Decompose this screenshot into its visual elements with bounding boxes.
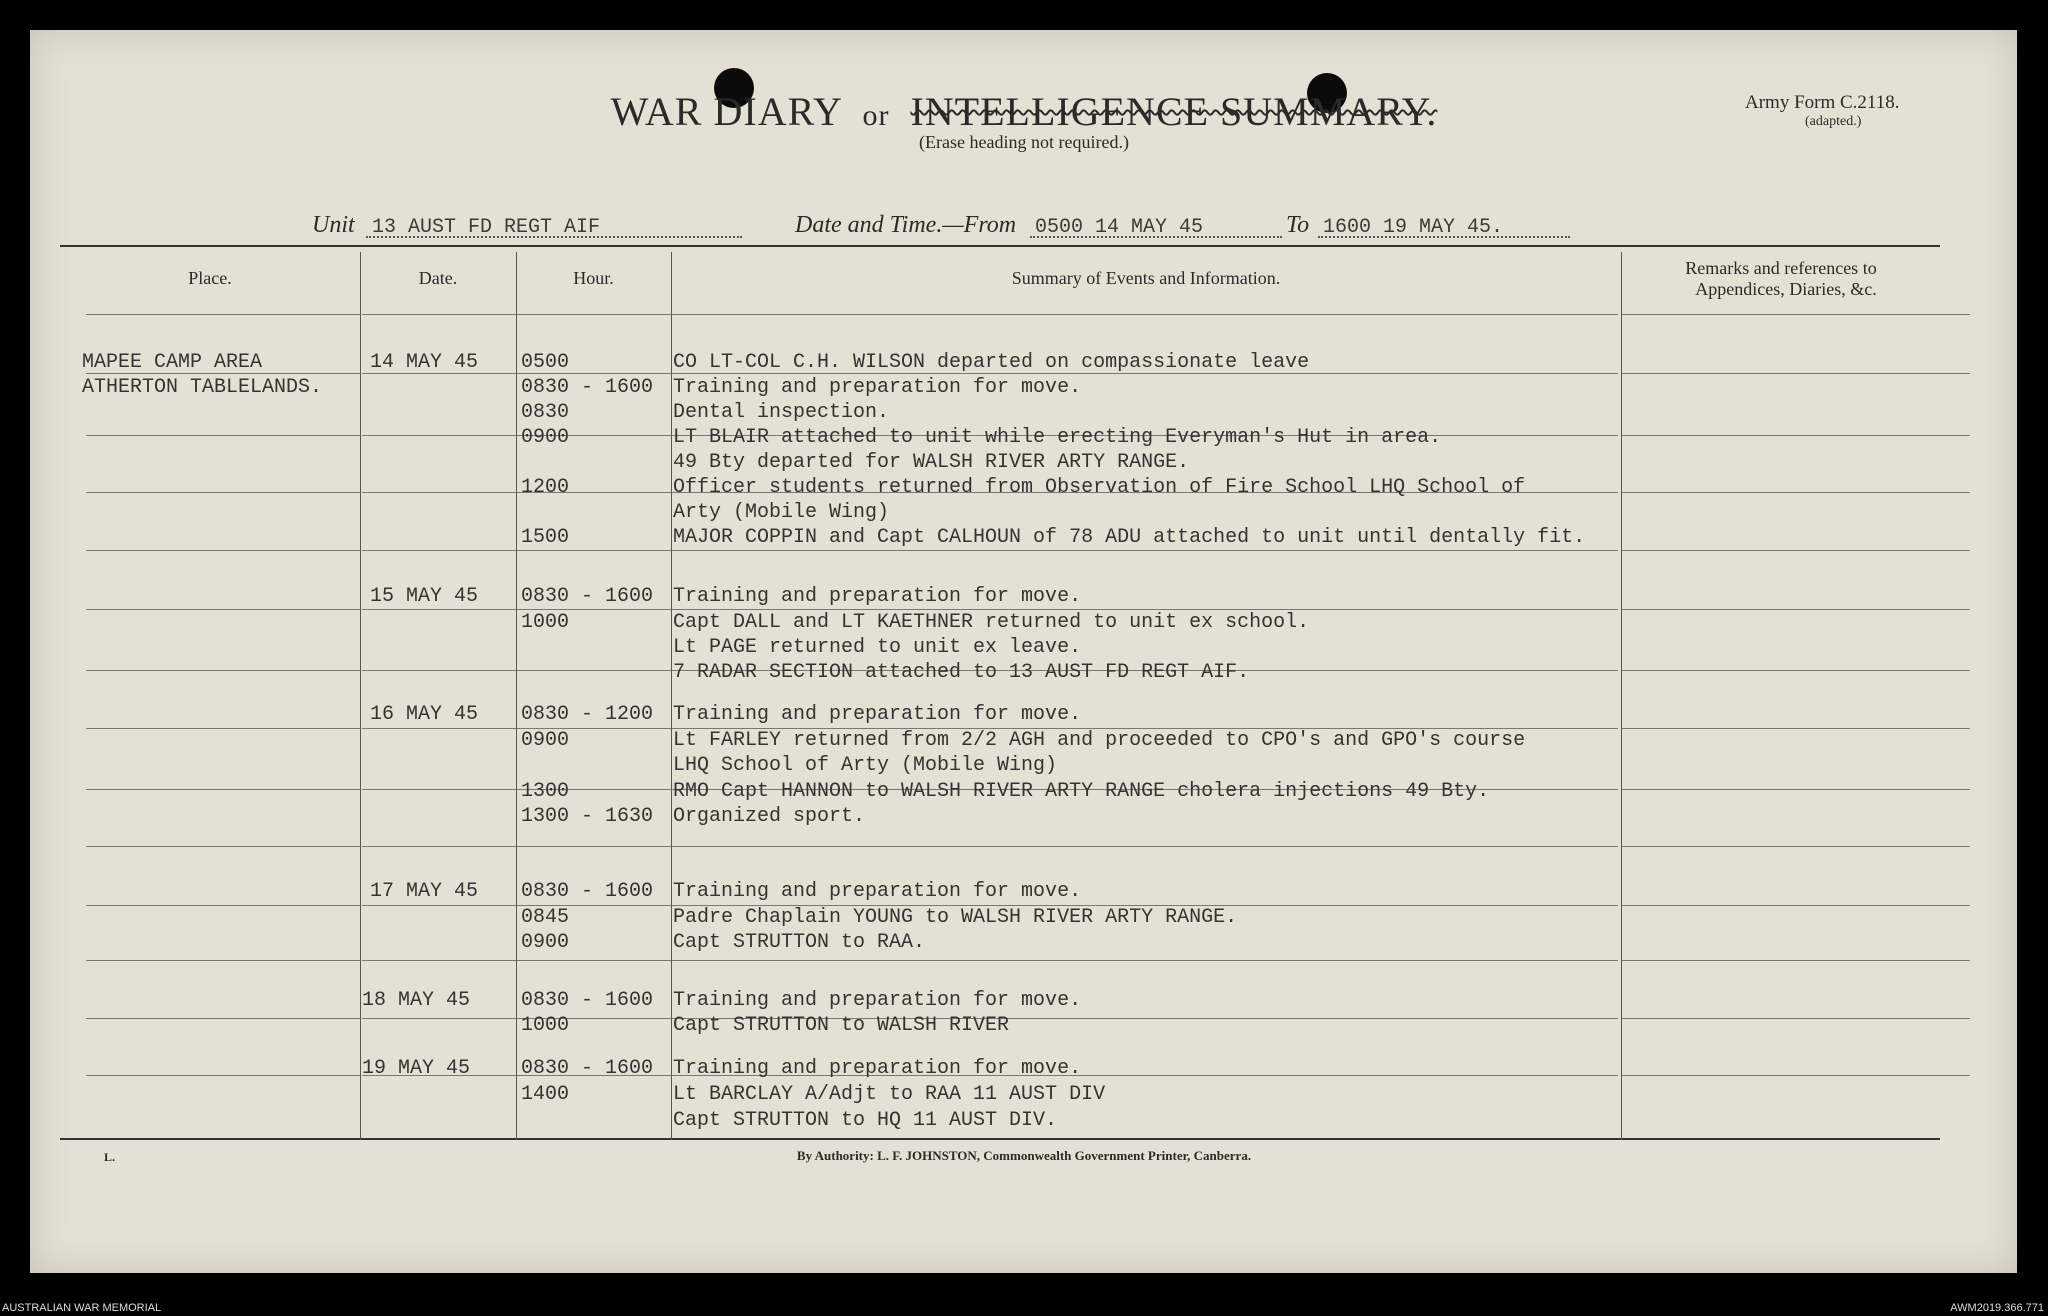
col-header-date: Date. xyxy=(418,268,458,288)
entry-text: LT BLAIR attached to unit while erecting Everyman's Hut in area. xyxy=(673,426,1442,449)
col-header-place: Place. xyxy=(188,268,232,288)
from-dotted-line xyxy=(1030,236,1282,238)
row-rule-line xyxy=(362,670,516,671)
entry-hour: 0845 xyxy=(521,906,570,929)
entry-text: Training and preparation for move. xyxy=(673,585,1082,608)
entry-text: Capt DALL and LT KAETHNER returned to unit ex school. xyxy=(673,611,1310,634)
row-rule-line xyxy=(362,609,516,610)
row-rule-line xyxy=(362,789,516,790)
entry-text: Training and preparation for move. xyxy=(673,703,1082,726)
entry-text: 7 RADAR SECTION attached to 13 AUST FD REGT AIF. xyxy=(673,661,1250,684)
entry-text: Capt STRUTTON to HQ 11 AUST DIV. xyxy=(673,1109,1058,1132)
title-main: WAR DIARY xyxy=(610,89,842,134)
entry-hour: 0900 xyxy=(521,426,570,449)
row-rule-line xyxy=(86,846,360,847)
row-rule-line xyxy=(672,960,1618,961)
entry-hour: 1000 xyxy=(521,1014,570,1037)
row-rule-line xyxy=(1622,609,1970,610)
title-struck: INTELLIGENCE SUMMARY. xyxy=(910,89,1438,134)
entry-text: Training and preparation for move. xyxy=(673,880,1082,903)
divider-place-date xyxy=(360,252,361,1140)
entry-text: Lt FARLEY returned from 2/2 AGH and proceeded to CPO's and GPO's course xyxy=(673,729,1526,752)
row-rule-line xyxy=(362,960,516,961)
row-rule-line xyxy=(672,550,1618,551)
entry-text: Dental inspection. xyxy=(673,401,890,424)
row-rule-line xyxy=(86,609,360,610)
entry-hour: 0830 - 1600 xyxy=(521,989,654,1012)
credit-left: AUSTRALIAN WAR MEMORIAL xyxy=(2,1302,162,1314)
row-rule-line xyxy=(1622,728,1970,729)
entry-hour: 1400 xyxy=(521,1083,570,1106)
row-rule-line xyxy=(362,1018,516,1019)
row-rule-line xyxy=(1622,550,1970,551)
entry-text: CO LT-COL C.H. WILSON departed on compassionate leave xyxy=(673,351,1310,374)
to-dotted-line xyxy=(1318,236,1570,238)
row-rule-line xyxy=(362,435,516,436)
row-rule-line xyxy=(1622,314,1970,315)
row-rule-line xyxy=(86,492,360,493)
entry-text: 49 Bty departed for WALSH RIVER ARTY RANGE. xyxy=(673,451,1190,474)
form-subtitle: (Erase heading not required.) xyxy=(919,132,1129,152)
entry-hour: 1000 xyxy=(521,611,570,634)
credit-right: AWM2019.366.771 xyxy=(1950,1302,2044,1314)
row-rule-line xyxy=(1622,846,1970,847)
entry-text: Lt PAGE returned to unit ex leave. xyxy=(673,636,1082,659)
entry-text: Training and preparation for move. xyxy=(673,376,1082,399)
entry-hour: 1300 xyxy=(521,780,570,803)
date-label: Date and Time.—From xyxy=(795,212,1017,238)
row-rule-line xyxy=(1622,1018,1970,1019)
adapted-note: (adapted.) xyxy=(1805,114,1862,129)
entry-date: 16 MAY 45 xyxy=(370,703,479,726)
entry-place: ATHERTON TABLELANDS. xyxy=(82,376,323,399)
row-rule-line xyxy=(1622,1075,1970,1076)
to-label: To xyxy=(1286,212,1310,238)
col-header-remarks-2: Appendices, Diaries, &c. xyxy=(1695,279,1877,299)
entry-text: Capt STRUTTON to WALSH RIVER xyxy=(673,1014,1010,1037)
row-rule-line xyxy=(517,670,671,671)
row-rule-line xyxy=(672,314,1618,315)
top-rule xyxy=(60,245,1940,247)
entry-text: Padre Chaplain YOUNG to WALSH RIVER ARTY RANGE. xyxy=(673,906,1238,929)
row-rule-line xyxy=(362,314,516,315)
bottom-rule xyxy=(60,1138,1940,1140)
entry-hour: 0900 xyxy=(521,931,570,954)
row-rule-line xyxy=(1622,905,1970,906)
row-rule-line xyxy=(86,728,360,729)
unit-dotted-line xyxy=(366,236,742,238)
entry-text: LHQ School of Arty (Mobile Wing) xyxy=(673,754,1058,777)
row-rule-line xyxy=(362,728,516,729)
divider-summary-remarks xyxy=(1621,252,1622,1140)
entry-text: Officer students returned from Observation of Fire School LHQ School of xyxy=(673,476,1526,499)
row-rule-line xyxy=(1622,373,1970,374)
entry-hour: 1300 - 1630 xyxy=(521,805,654,828)
row-rule-line xyxy=(86,905,360,906)
entry-text: Organized sport. xyxy=(673,805,866,828)
entry-hour: 0830 - 1200 xyxy=(521,703,654,726)
entry-text: Training and preparation for move. xyxy=(673,989,1082,1012)
row-rule-line xyxy=(672,609,1618,610)
entry-date: 18 MAY 45 xyxy=(362,989,471,1012)
row-rule-line xyxy=(1622,789,1970,790)
unit-label: Unit xyxy=(312,212,355,238)
entry-text: Arty (Mobile Wing) xyxy=(673,501,890,524)
row-rule-line xyxy=(86,789,360,790)
row-rule-line xyxy=(86,550,360,551)
row-rule-line xyxy=(1622,435,1970,436)
row-rule-line xyxy=(517,550,671,551)
row-rule-line xyxy=(86,1018,360,1019)
row-rule-line xyxy=(362,492,516,493)
entry-date: 19 MAY 45 xyxy=(362,1057,471,1080)
unit-value: 13 AUST FD REGT AIF xyxy=(372,216,601,239)
from-value: 0500 14 MAY 45 xyxy=(1035,216,1204,239)
row-rule-line xyxy=(86,1075,360,1076)
entry-text: RMO Capt HANNON to WALSH RIVER ARTY RANGE cholera injections 49 Bty. xyxy=(673,780,1490,803)
entry-hour: 0830 - 1600 xyxy=(521,585,654,608)
entry-hour: 1500 xyxy=(521,526,570,549)
entry-hour: 0830 - 1600 xyxy=(521,880,654,903)
entry-text: Lt BARCLAY A/Adjt to RAA 11 AUST DIV xyxy=(673,1083,1106,1106)
row-rule-line xyxy=(86,435,360,436)
row-rule-line xyxy=(1622,670,1970,671)
entry-hour: 1200 xyxy=(521,476,570,499)
footer-mark: L. xyxy=(104,1150,116,1164)
row-rule-line xyxy=(362,905,516,906)
entry-date: 15 MAY 45 xyxy=(370,585,479,608)
row-rule-line xyxy=(86,670,360,671)
entry-hour: 0830 - 1600 xyxy=(521,1057,654,1080)
row-rule-line xyxy=(86,314,360,315)
entry-hour: 0500 xyxy=(521,351,570,374)
entry-hour: 0830 xyxy=(521,401,570,424)
entry-hour: 0900 xyxy=(521,729,570,752)
printer-authority: By Authority: L. F. JOHNSTON, Commonwealth Government Printer, Canberra. xyxy=(796,1148,1252,1163)
to-value: 1600 19 MAY 45. xyxy=(1323,216,1504,239)
row-rule-line xyxy=(672,846,1618,847)
row-rule-line xyxy=(86,960,360,961)
entry-text: MAJOR COPPIN and Capt CALHOUN of 78 ADU attached to unit until dentally fit. xyxy=(673,526,1586,549)
entry-text: Training and preparation for move. xyxy=(673,1057,1082,1080)
row-rule-line xyxy=(517,846,671,847)
entry-date: 14 MAY 45 xyxy=(370,351,479,374)
army-form-number: Army Form C.2118. xyxy=(1745,92,1900,113)
row-rule-line xyxy=(362,550,516,551)
entry-place: MAPEE CAMP AREA xyxy=(82,351,263,374)
entry-hour: 0830 - 1600 xyxy=(521,376,654,399)
title-or: or xyxy=(862,99,890,132)
col-header-summary: Summary of Events and Information. xyxy=(1011,268,1281,288)
row-rule-line xyxy=(517,960,671,961)
row-rule-line xyxy=(1622,492,1970,493)
form-title xyxy=(0,88,2048,135)
col-header-remarks-1: Remarks and references to xyxy=(1685,258,1877,278)
col-header-hour: Hour. xyxy=(573,268,614,288)
entry-text: Capt STRUTTON to RAA. xyxy=(673,931,926,954)
row-rule-line xyxy=(517,609,671,610)
row-rule-line xyxy=(517,314,671,315)
row-rule-line xyxy=(362,846,516,847)
divider-hour-summary xyxy=(671,252,672,1140)
entry-date: 17 MAY 45 xyxy=(370,880,479,903)
divider-date-hour xyxy=(516,252,517,1140)
row-rule-line xyxy=(1622,960,1970,961)
